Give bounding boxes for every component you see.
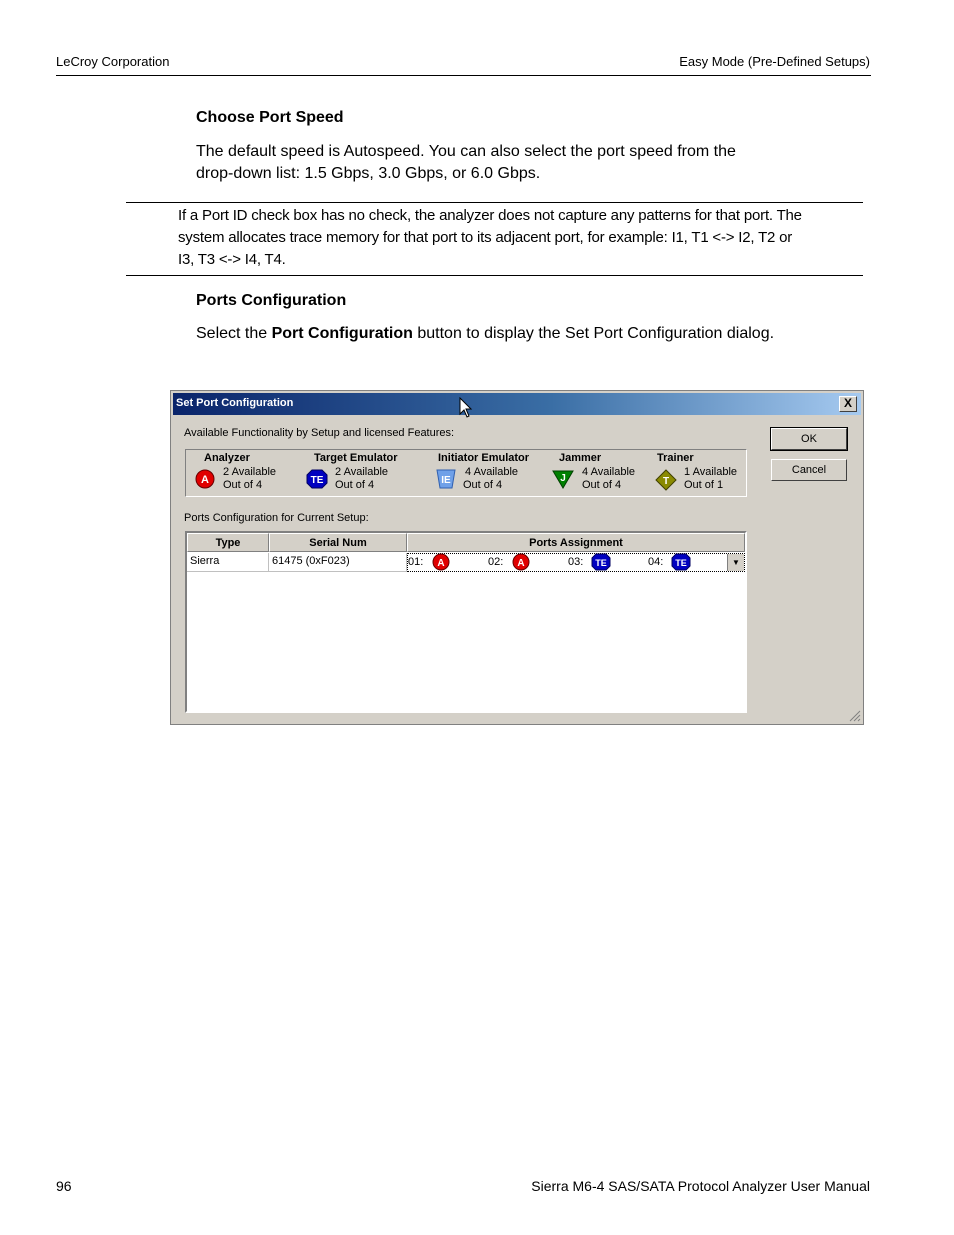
feature-out-of: Out of 4 xyxy=(335,479,375,491)
svg-text:TE: TE xyxy=(310,475,324,486)
ports-grid xyxy=(185,531,747,713)
dialog-title: Set Port Configuration xyxy=(176,397,294,409)
note-box xyxy=(178,205,802,271)
trainer-icon xyxy=(655,469,677,491)
cell-type[interactable]: Sierra xyxy=(187,553,269,572)
dropdown-arrow-icon[interactable]: ▼ xyxy=(727,554,744,571)
port-speed-paragraph xyxy=(196,141,736,185)
header-divider xyxy=(56,75,871,76)
port-label: 02: xyxy=(488,556,504,568)
jammer-icon xyxy=(552,469,574,489)
note-line: I3, T3 <-> I4, T4. xyxy=(178,251,286,268)
feature-available: 1 Available xyxy=(684,466,738,478)
cancel-button[interactable]: Cancel xyxy=(771,459,847,481)
feature-name: Trainer xyxy=(657,452,694,464)
badge-letter: A xyxy=(517,558,525,569)
column-header-ports-assignment[interactable]: Ports Assignment xyxy=(407,533,745,552)
target-emulator-icon xyxy=(671,553,691,571)
cell-serial-num[interactable]: 61475 (0xF023) xyxy=(269,553,407,572)
close-button[interactable] xyxy=(839,396,857,412)
paragraph-text: button to display the Set Port Configuration dialog. xyxy=(412,325,775,342)
svg-text:A: A xyxy=(201,474,209,486)
note-top-rule xyxy=(126,202,863,203)
ports-config-paragraph xyxy=(196,323,774,345)
feature-available: 2 Available xyxy=(335,466,389,478)
feature-name: Target Emulator xyxy=(314,452,398,464)
ok-button[interactable]: OK xyxy=(771,428,847,450)
mouse-cursor-icon xyxy=(459,397,473,419)
feature-available: 2 Available xyxy=(223,466,277,478)
badge-letter: TE xyxy=(595,558,607,568)
feature-out-of: Out of 1 xyxy=(684,479,724,491)
badge-letter: A xyxy=(437,558,445,569)
ports-assignment-dropdown[interactable] xyxy=(407,553,745,572)
paragraph-text: Select the xyxy=(196,325,272,342)
initiator-emulator-icon xyxy=(435,469,457,489)
target-emulator-icon xyxy=(306,469,328,489)
analyzer-icon xyxy=(195,469,215,489)
feature-name: Initiator Emulator xyxy=(438,452,530,464)
paragraph-bold-term: Port Configuration xyxy=(271,325,413,342)
ports-configuration-label: Ports Configuration for Current Setup: xyxy=(184,512,369,524)
feature-available: 4 Available xyxy=(465,466,519,478)
feature-out-of: Out of 4 xyxy=(582,479,622,491)
feature-name: Analyzer xyxy=(204,452,250,464)
footer-manual-title: Sierra M6-4 SAS/SATA Protocol Analyzer User Manual xyxy=(531,1178,870,1194)
feature-out-of: Out of 4 xyxy=(223,479,263,491)
dialog-titlebar[interactable] xyxy=(173,393,861,415)
badge-letter: TE xyxy=(675,558,687,568)
available-functionality-label: Available Functionality by Setup and licensed Features: xyxy=(184,427,455,439)
functionality-group xyxy=(185,449,747,497)
feature-out-of: Out of 4 xyxy=(463,479,503,491)
column-header-serial-num[interactable]: Serial Num xyxy=(269,533,407,552)
header-company: LeCroy Corporation xyxy=(56,54,170,69)
target-emulator-icon xyxy=(591,553,611,571)
note-bottom-rule xyxy=(126,275,863,276)
port-label: 03: xyxy=(568,556,584,568)
header-section: Easy Mode (Pre-Defined Setups) xyxy=(679,54,870,69)
svg-text:T: T xyxy=(662,476,670,487)
page-number: 96 xyxy=(56,1178,72,1194)
feature-name: Jammer xyxy=(559,452,602,464)
svg-text:IE: IE xyxy=(441,475,451,486)
section-heading-port-speed: Choose Port Speed xyxy=(196,109,344,126)
set-port-configuration-dialog xyxy=(170,390,864,725)
column-header-type[interactable]: Type xyxy=(187,533,269,552)
note-line: If a Port ID check box has no check, the analyzer does not capture any patterns for that port. The xyxy=(178,207,802,224)
feature-available: 4 Available xyxy=(582,466,636,478)
paragraph-line: drop-down list: 1.5 Gbps, 3.0 Gbps, or 6.0 Gbps. xyxy=(196,165,541,182)
port-label: 01: xyxy=(408,556,424,568)
port-label: 04: xyxy=(648,556,664,568)
paragraph-line: The default speed is Autospeed. You can also select the port speed from the xyxy=(196,143,736,160)
note-line: system allocates trace memory for that port to its adjacent port, for example: I1, T1 <-> I2, T2 or xyxy=(178,229,793,246)
close-icon: X xyxy=(843,396,852,410)
analyzer-icon xyxy=(432,553,450,571)
analyzer-icon xyxy=(512,553,530,571)
svg-text:J: J xyxy=(560,473,566,484)
resize-grip-icon[interactable] xyxy=(849,710,861,722)
section-heading-ports-configuration: Ports Configuration xyxy=(196,292,347,309)
